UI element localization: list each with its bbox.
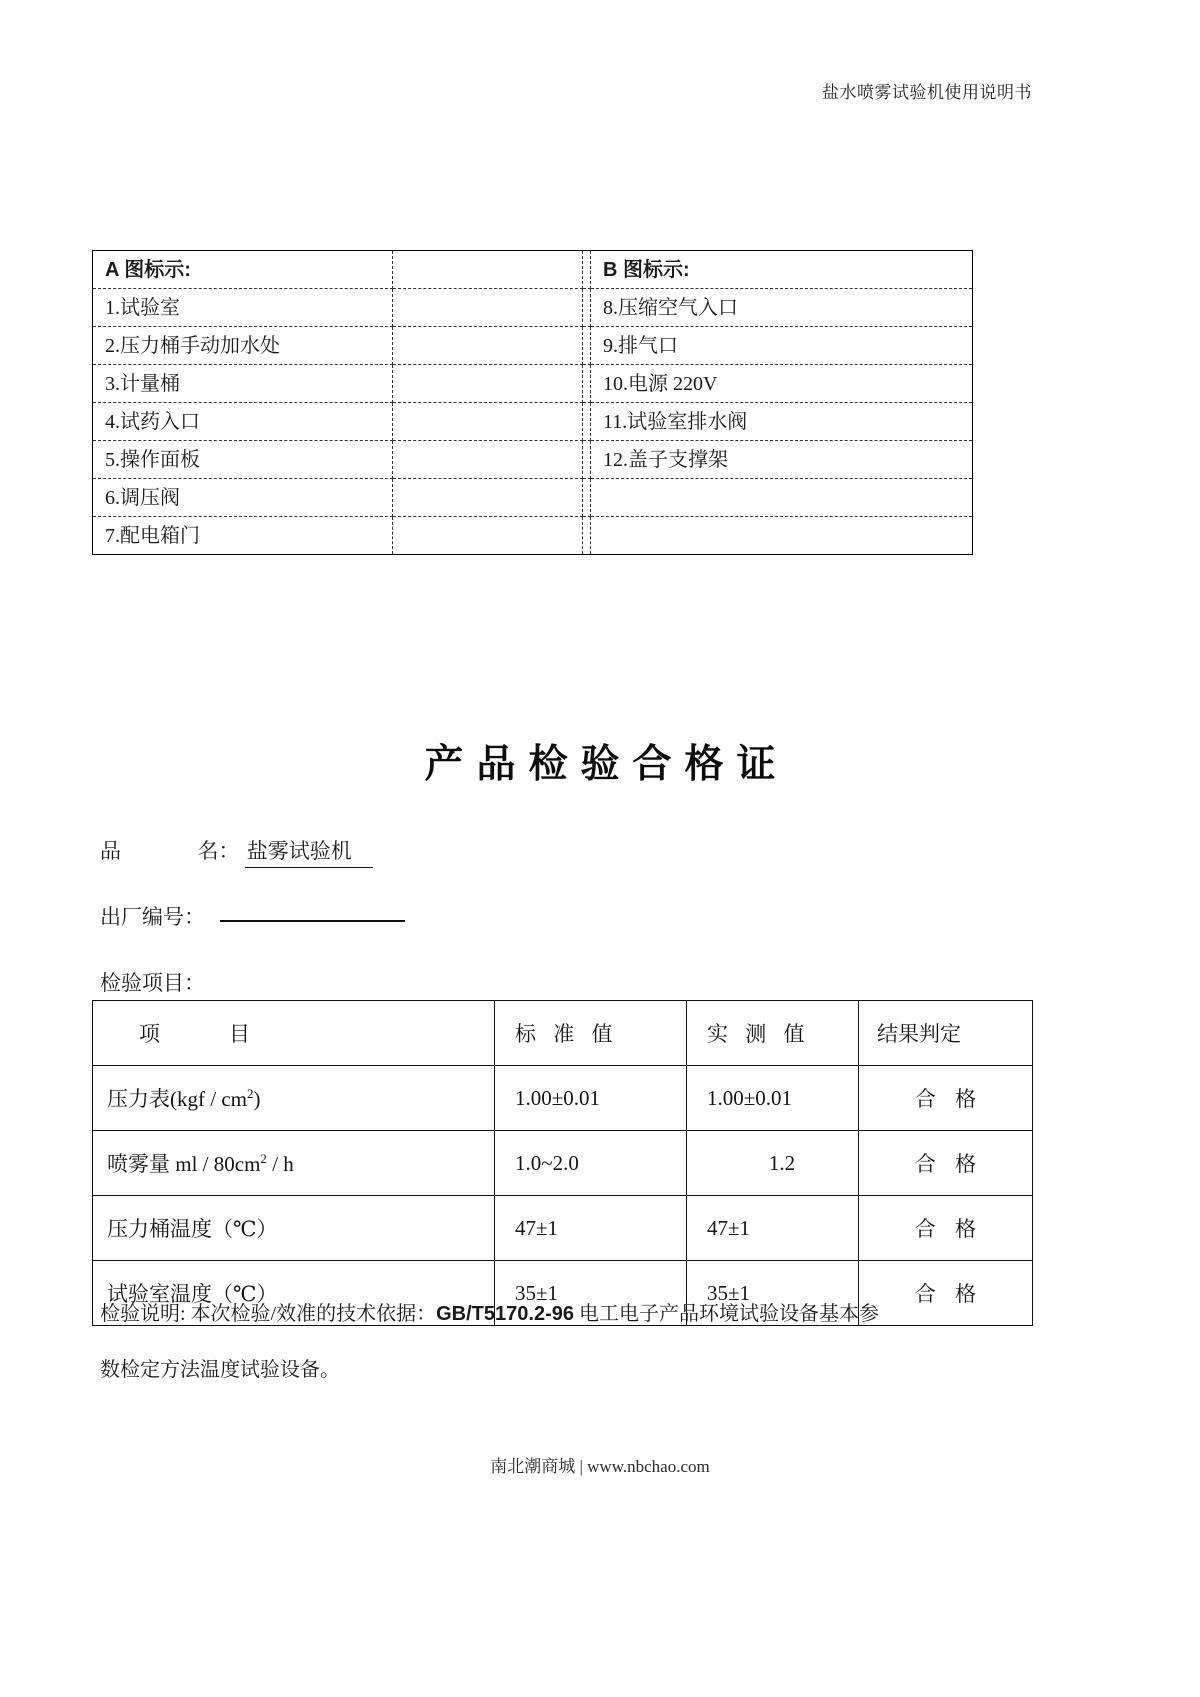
- standard-value: 1.00±0.01: [495, 1066, 687, 1131]
- legend-spacer-cell: [393, 365, 583, 403]
- standard-value: 1.0~2.0: [495, 1131, 687, 1196]
- inspection-item-name: [93, 1131, 495, 1196]
- legend-item-a: 7.配电箱门: [93, 517, 393, 555]
- legend-divider-cell: [583, 517, 591, 555]
- legend-item-a: 3.计量桶: [93, 365, 393, 403]
- table-row: [93, 327, 973, 365]
- page-title: 产品检验合格证: [424, 743, 789, 786]
- measured-value: 1.00±0.01: [687, 1066, 859, 1131]
- note-text-before: 检验说明: 本次检验/效准的技术依据：: [100, 1303, 437, 1325]
- legend-spacer-cell: [393, 479, 583, 517]
- legend-item-a: 2.压力桶手动加水处: [93, 327, 393, 365]
- inspection-note-line-2: 数检定方法温度试验设备。: [100, 1359, 340, 1381]
- item-text-suffix: / h: [266, 1152, 294, 1176]
- legend-col-b-header: B 图标示:: [591, 251, 973, 289]
- item-superscript: 2: [260, 1151, 267, 1166]
- legend-item-b: 8.压缩空气入口: [591, 289, 973, 327]
- running-header: 盐水喷雾试验机使用说明书: [822, 83, 1032, 102]
- standard-value: 47±1: [495, 1196, 687, 1261]
- legend-divider-cell: [583, 441, 591, 479]
- table-row: [93, 1066, 1033, 1131]
- legend-item-a: 5.操作面板: [93, 441, 393, 479]
- legend-divider-cell: [583, 327, 591, 365]
- table-row: [93, 403, 973, 441]
- table-row: [93, 1131, 1033, 1196]
- serial-number-label: 出厂编号：: [100, 905, 205, 929]
- legend-spacer-cell: [393, 517, 583, 555]
- column-header-measured: 实 测 值: [687, 1001, 859, 1066]
- column-header-standard: 标 准 值: [495, 1001, 687, 1066]
- table-row: [93, 1196, 1033, 1261]
- legend-spacer-cell: [393, 327, 583, 365]
- inspection-items-label: 检验项目：: [100, 971, 205, 995]
- legend-table: [92, 250, 973, 555]
- result-value: 合 格: [859, 1066, 1033, 1131]
- measured-value: 47±1: [687, 1196, 859, 1261]
- legend-item-b: 12.盖子支撑架: [591, 441, 973, 479]
- result-value: 合 格: [859, 1131, 1033, 1196]
- product-name-line: [100, 835, 373, 868]
- legend-spacer-cell: [393, 403, 583, 441]
- product-name-label-2: 名：: [197, 839, 240, 863]
- legend-divider-cell: [583, 289, 591, 327]
- column-header-result: 结果判定: [859, 1001, 1033, 1066]
- inspection-item-name: [93, 1066, 495, 1131]
- legend-divider-cell: [583, 365, 591, 403]
- table-header-row: [93, 1001, 1033, 1066]
- table-row: [93, 289, 973, 327]
- inspection-table: [92, 1000, 1033, 1326]
- legend-item-a: 1.试验室: [93, 289, 393, 327]
- product-name-label: 品: [100, 839, 121, 863]
- legend-spacer-cell: [393, 251, 583, 289]
- legend-item-b: 10.电源 220V: [591, 365, 973, 403]
- legend-spacer-cell: [393, 289, 583, 327]
- legend-spacer-cell: [393, 441, 583, 479]
- table-row: [93, 441, 973, 479]
- item-text: 压力桶温度（℃）: [107, 1217, 278, 1241]
- table-row: [93, 517, 973, 555]
- legend-item-a: 6.调压阀: [93, 479, 393, 517]
- standard-value: 35±1: [495, 1261, 687, 1326]
- legend-col-a-header: A 图标示:: [93, 251, 393, 289]
- result-value: 合 格: [859, 1196, 1033, 1261]
- table-row: [93, 251, 973, 289]
- legend-divider-cell: [583, 403, 591, 441]
- inspection-item-name: [93, 1196, 495, 1261]
- legend-divider-cell: [583, 479, 591, 517]
- legend-item-b: 11.试验室排水阀: [591, 403, 973, 441]
- legend-item-b: [591, 517, 973, 555]
- result-value: 合 格: [859, 1261, 1033, 1326]
- item-text: 喷雾量 ml / 80cm: [107, 1152, 261, 1176]
- legend-divider-cell: [583, 251, 591, 289]
- column-header-item: 项 目: [93, 1001, 495, 1066]
- table-row: [93, 479, 973, 517]
- measured-value: 1.2: [687, 1131, 859, 1196]
- legend-item-b: [591, 479, 973, 517]
- item-text: 试验室温度（℃）: [107, 1282, 278, 1306]
- table-row: [93, 365, 973, 403]
- measured-value: 35±1: [687, 1261, 859, 1326]
- inspection-note-line-1: [100, 1286, 1040, 1342]
- legend-item-b: 9.排气口: [591, 327, 973, 365]
- note-text-after: 电工电子产品环境试验设备基本参: [573, 1303, 879, 1325]
- legend-item-a: 4.试药入口: [93, 403, 393, 441]
- serial-number-blank: [220, 904, 405, 922]
- serial-number-line: [100, 901, 405, 931]
- standard-code: GB/T5170.2-96: [436, 1303, 574, 1325]
- page-footer: 南北潮商城 | www.nbchao.com: [490, 1457, 710, 1476]
- item-text-suffix: ): [253, 1087, 261, 1111]
- product-name-value: 盐雾试验机: [245, 835, 373, 868]
- item-superscript: 2: [246, 1086, 254, 1101]
- item-text: 压力表(kgf / cm: [107, 1087, 247, 1111]
